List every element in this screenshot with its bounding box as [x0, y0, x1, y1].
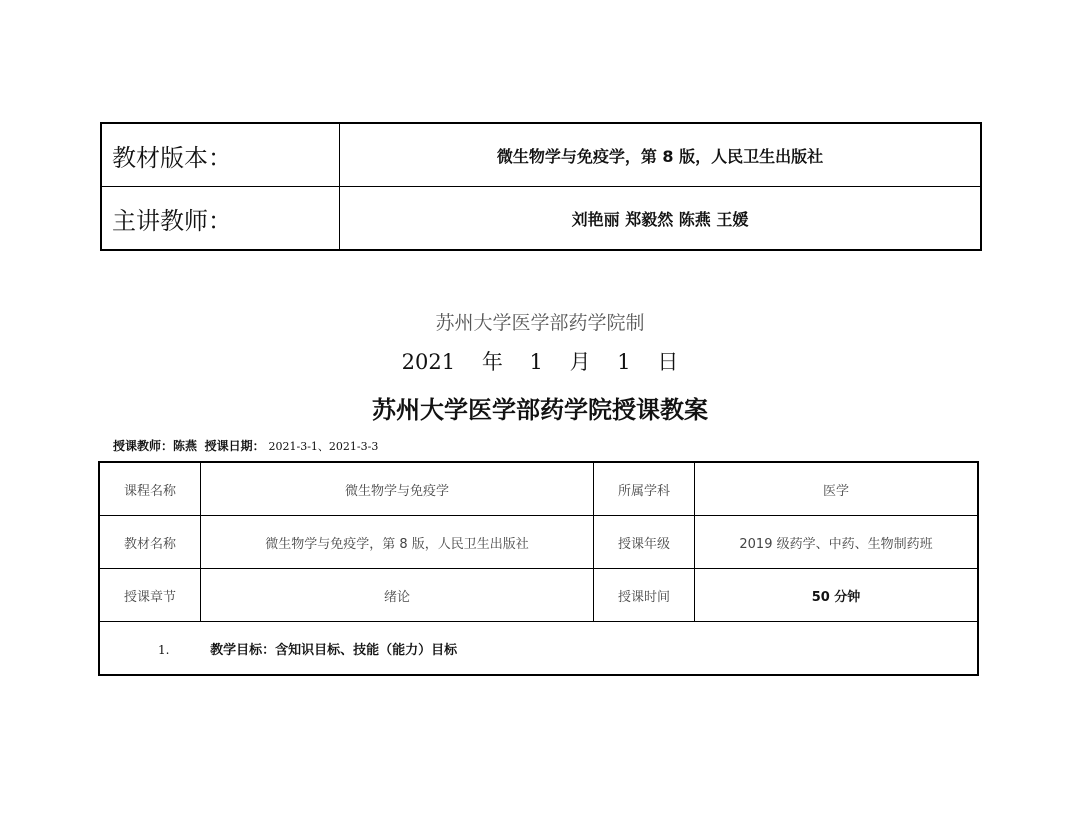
teachers-label: 主讲教师：: [101, 187, 340, 251]
page-title: 苏州大学医学部药学院授课教案: [372, 395, 708, 424]
table-row: [99, 462, 978, 516]
discipline-value: 医学: [695, 462, 979, 516]
date-month-unit: 月: [569, 350, 591, 374]
cover-table: [100, 122, 982, 251]
grade-label: 授课年级: [594, 516, 695, 569]
table-row: [99, 569, 978, 622]
duration-value: 50 分钟: [695, 569, 979, 622]
objective-cell: [99, 622, 978, 676]
cover-row-textbook: [101, 123, 981, 187]
date-day: 1: [617, 350, 631, 374]
objective-number: 1.: [158, 642, 170, 657]
table-row: [99, 622, 978, 676]
date-day-unit: 日: [657, 350, 679, 374]
table-row: [99, 516, 978, 569]
grade-value: 2019 级药学、中药、生物制药班: [695, 516, 979, 569]
lesson-dates: 2021-3-1、2021-3-3: [268, 440, 379, 453]
textbook-label: 教材版本：: [101, 123, 340, 187]
teacher-label: 授课教师：陈燕: [113, 439, 198, 453]
course-name-value: 微生物学与免疫学: [201, 462, 594, 516]
date-label: 授课日期：: [204, 439, 265, 453]
date-line: [0, 346, 1080, 376]
teachers-value: 刘艳丽 郑毅然 陈燕 王媛: [340, 187, 982, 251]
objective-text: 教学目标：含知识目标、技能（能力）目标: [210, 642, 458, 658]
date-month: 1: [529, 350, 543, 374]
textbook-name-value: 微生物学与免疫学，第 8 版，人民卫生出版社: [201, 516, 594, 569]
chapter-value: 绪论: [201, 569, 594, 622]
textbook-name-label: 教材名称: [99, 516, 201, 569]
lesson-meta: [113, 437, 378, 454]
date-year-unit: 年: [481, 350, 503, 374]
issuer-text: 苏州大学医学部药学院制: [435, 312, 645, 334]
date-year: 2021: [401, 350, 456, 374]
duration-label: 授课时间: [594, 569, 695, 622]
course-name-label: 课程名称: [99, 462, 201, 516]
chapter-label: 授课章节: [99, 569, 201, 622]
cover-row-teachers: [101, 187, 981, 251]
lesson-plan-table: [98, 461, 979, 676]
discipline-label: 所属学科: [594, 462, 695, 516]
textbook-value: 微生物学与免疫学，第 8 版，人民卫生出版社: [340, 123, 982, 187]
